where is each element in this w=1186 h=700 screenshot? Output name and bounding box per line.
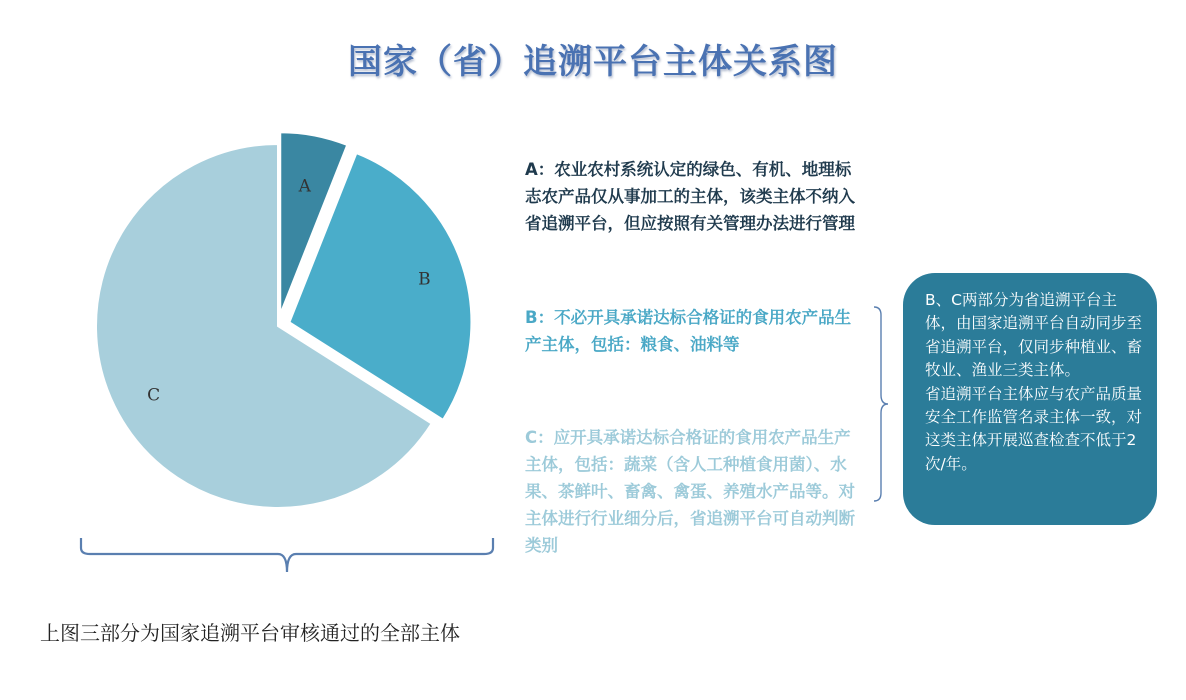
callout-text-1: B、C两部分为省追溯平台主体，由国家追溯平台自动同步至省追溯平台，仅同步种植业、畜牧业、渔业三类主体。: [925, 291, 1143, 380]
bc-brace: [872, 305, 892, 503]
pie-label-b: B: [418, 269, 431, 290]
description-a: A：农业农村系统认定的绿色、有机、地理标志农产品仅从事加工的主体，该类主体不纳入省追溯平台，但应按照有关管理办法进行管理: [525, 160, 855, 233]
page-title: 国家（省）追溯平台主体关系图: [348, 42, 838, 82]
description-b: B：不必开具承诺达标合格证的食用农产品生产主体，包括：粮食、油料等: [525, 308, 852, 354]
pie-label-a: A: [298, 176, 311, 197]
description-c: C：应开具承诺达标合格证的食用农产品生产主体，包括：蔬菜（含人工种植食用菌）、水果、茶鲜叶、畜禽、禽蛋、养殖水产品等。对主体进行行业细分后，省追溯平台可自动判断类别: [525, 428, 855, 555]
pie-label-c: C: [147, 385, 161, 406]
callout-text-2: 省追溯平台主体应与农产品质量安全工作监管名录主体一致，对这类主体开展巡查检查不低于2次/年。: [925, 384, 1143, 473]
bc-callout-box: [903, 273, 1157, 525]
pie-brace: [78, 536, 498, 576]
bottom-note: 上图三部分为国家追溯平台审核通过的全部主体: [40, 621, 460, 645]
pie-chart: [80, 130, 500, 530]
